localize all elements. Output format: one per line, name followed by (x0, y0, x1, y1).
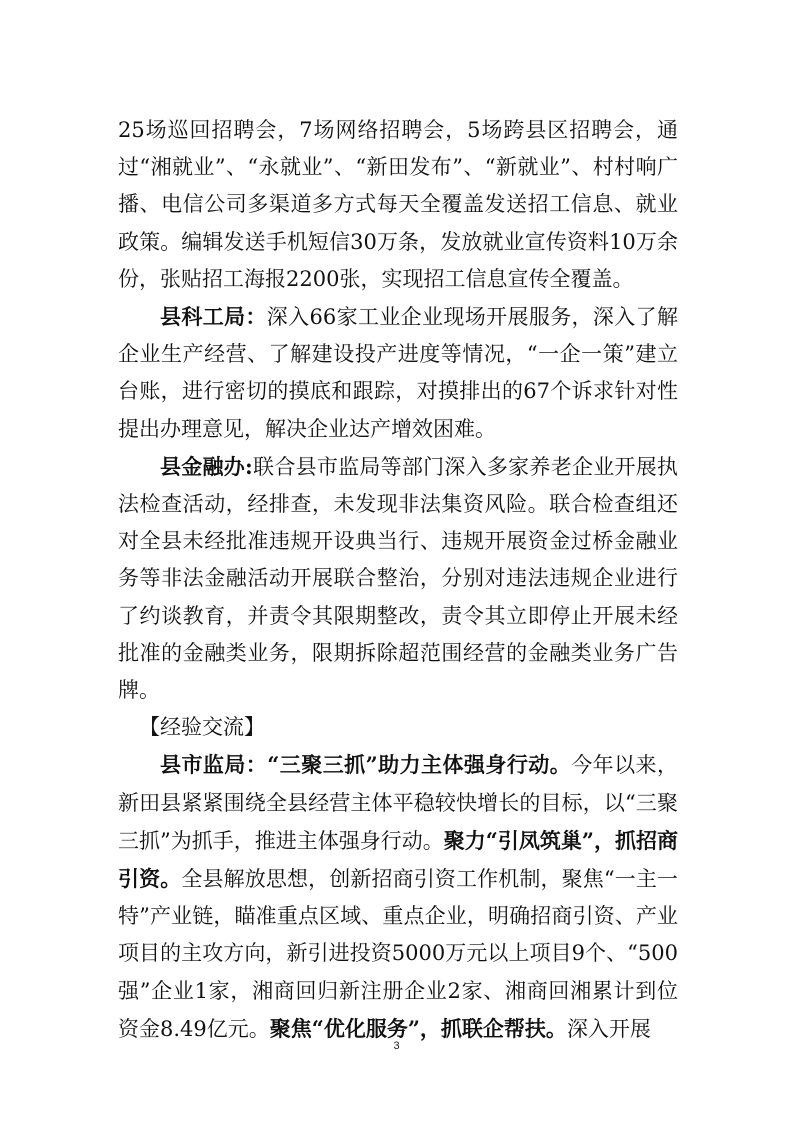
paragraph-bold-service: 聚焦“优化服务”，抓联企帮扶。 (269, 1015, 567, 1041)
paragraph-lead-science-industry-bureau: 县科工局： (160, 304, 267, 330)
paragraph-job-fairs: 25场巡回招聘会，7场网络招聘会，5场跨县区招聘会，通过“湘就业”、“永就业”、“新田发布”、“新就业”、村村响广播、电信公司多渠道多方式每天全覆盖发送招工信息、就业政策。编辑发送手机短信30万条，发放就业宣传资料10万余份，张贴招工海报2200张，实现招工信息宣传全覆盖。 (118, 118, 678, 291)
paragraph-text-finance-office: 联合县市监局等部门深入多家养老企业开展执法检查活动，经排查，未发现非法集资风险。联合检查组还对全县未经批准违规开设典当行、违规开展资金过桥金融业务等非法金融活动开展联合整治，分别对违法违规企业进行了约谈教育，并责令其限期整改，责令其立即停止开展未经批准的金融类业务，限期拆除超范围经营的金融类业务广告牌。 (118, 454, 678, 703)
page-number: 3 (393, 1040, 400, 1052)
paragraph-lead-finance-office: 县金融办: (160, 453, 253, 479)
paragraph-text-investment: 全县解放思想，创新招商引资工作机制，聚焦“一主一特”产业链，瞄准重点区域、重点企业，明确招商引资、产业项目的主攻方向，新引进投资5000万元以上项目9个、“500强”企业1家，湘商回归新注册企业2家、湘商回湘累计到位资金8.49亿元。 (118, 867, 679, 1041)
paragraph-text-science-industry-bureau: 深入66家工业企业现场开展服务，深入了解企业生产经营、了解建设投产进度等情况，“一企一策”建立台账，进行密切的摸底和跟踪，对摸排出的67个诉求针对性提出办理意见，解决企业达产增效困难。 (118, 305, 678, 441)
paragraph-science-industry-bureau (118, 298, 678, 448)
paragraph-text-service: 深入开展 (566, 1016, 651, 1041)
document-body (118, 112, 678, 1048)
paragraph-text-market-supervision-intro: 今年以来，新田县紧紧围绕全县经营主体平稳较快增长的目标，以“三聚三抓”为抓手，推进主体强身行动。 (118, 753, 678, 853)
paragraph-bold-investment: 聚力“引凤筑巢”，抓招商引资。 (118, 827, 678, 892)
paragraph-market-supervision-bureau (118, 746, 678, 1048)
section-heading-experience-exchange: 【经验交流】 (139, 715, 265, 740)
paragraph-finance-office (118, 448, 678, 709)
paragraph-lead-market-supervision-bureau: 县市监局：“三聚三抓”助力主体强身行动。 (160, 752, 572, 778)
